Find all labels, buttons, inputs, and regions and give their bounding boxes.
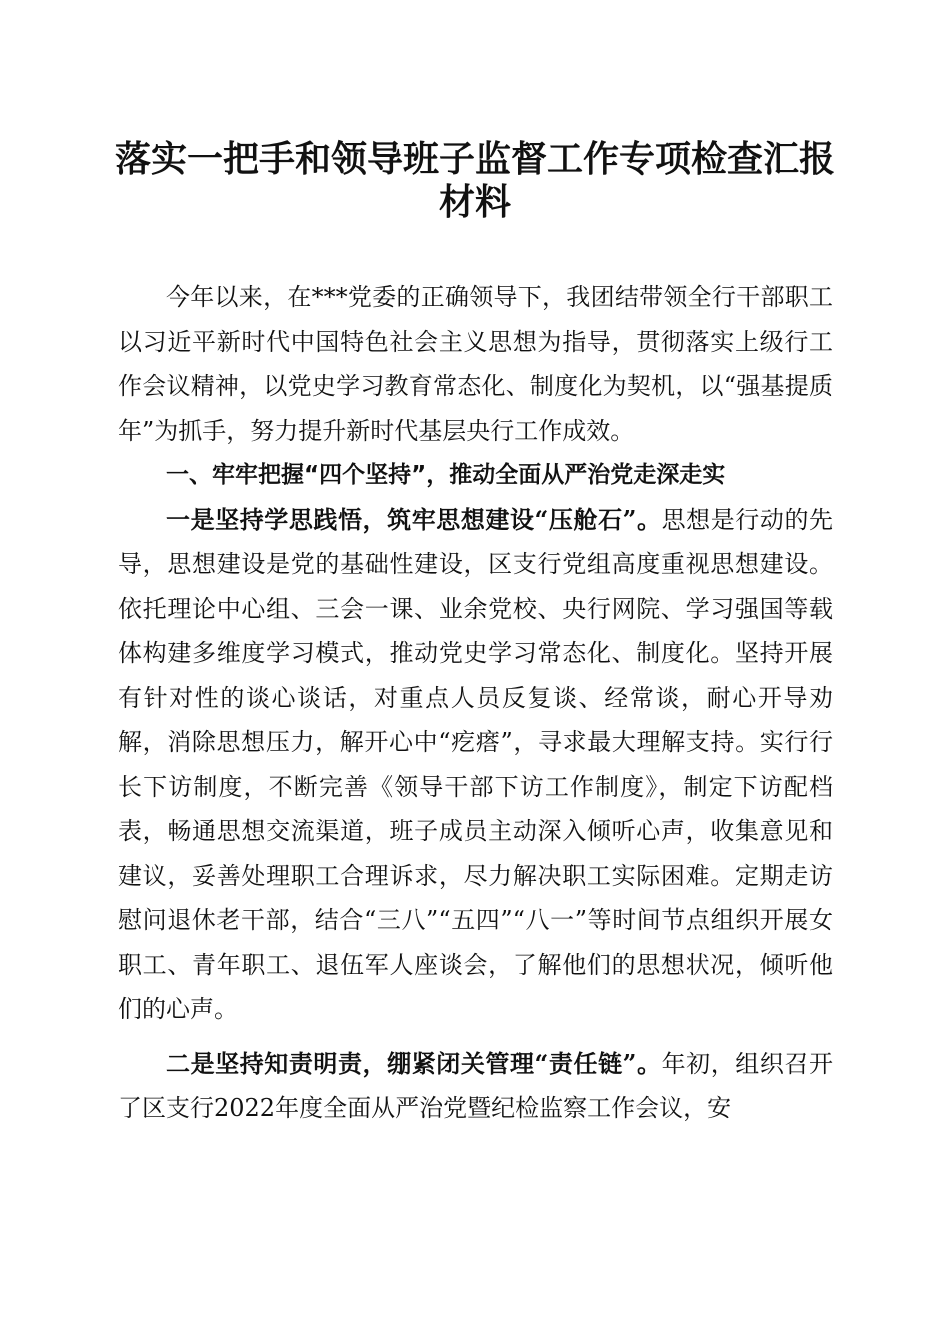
point-two-lead: 二是坚持知责明责，绷紧闭关管理“责任链”。 (166, 1048, 662, 1078)
section-heading: 一、牢牢把握“四个坚持”，推动全面从严治党走深走实 (166, 462, 726, 488)
document-title-line2: 材料 (438, 181, 511, 223)
document-title-line1: 落实一把手和领导班子监督工作专项检查汇报 (114, 138, 835, 180)
point-two-body: 年初，组织召开了区支行2022年度全面从严治党暨纪检监察工作会议，安 (118, 1049, 834, 1122)
intro-paragraph: 今年以来，在***党委的正确领导下，我团结带领全行干部职工以习近平新时代中国特色社会主义思想为指导，贯彻落实上级行工作会议精神，以党史学习教育常态化、制度化为契机，以“强基提质年”为抓手，努力提升新时代基层央行工作成效。 (118, 283, 833, 445)
point-two-paragraph (118, 1042, 833, 1131)
point-one-body: 思想是行动的先导，思想建设是党的基础性建设，区支行党组高度重视思想建设。依托理论中心组、三会一课、业余党校、央行网院、学习强国等载体构建多维度学习模式，推动党史学习常态化、制度化。坚持开展有针对性的谈心谈话，对重点人员反复谈、经常谈，耐心开导劝解，消除思想压力，解开心中“疙瘩”，寻求最大理解支持。实行行长下访制度，不断完善《领导干部下访工作制度》，制定下访配档表，畅通思想交流渠道，班子成员主动深入倾听心声，收集意见和建议，妥善处理职工合理诉求，尽力解决职工实际困难。定期走访慰问退休老干部，结合“三八”“五四”“八一”等时间节点组织开展女职工、青年职工、退伍军人座谈会，了解他们的思想状况，倾听他们的心声。 (118, 505, 834, 1023)
point-one-paragraph (118, 498, 833, 1032)
document-body (118, 275, 833, 1131)
point-one-lead: 一是坚持学思践悟，筑牢思想建设“压舱石”。 (166, 504, 662, 534)
